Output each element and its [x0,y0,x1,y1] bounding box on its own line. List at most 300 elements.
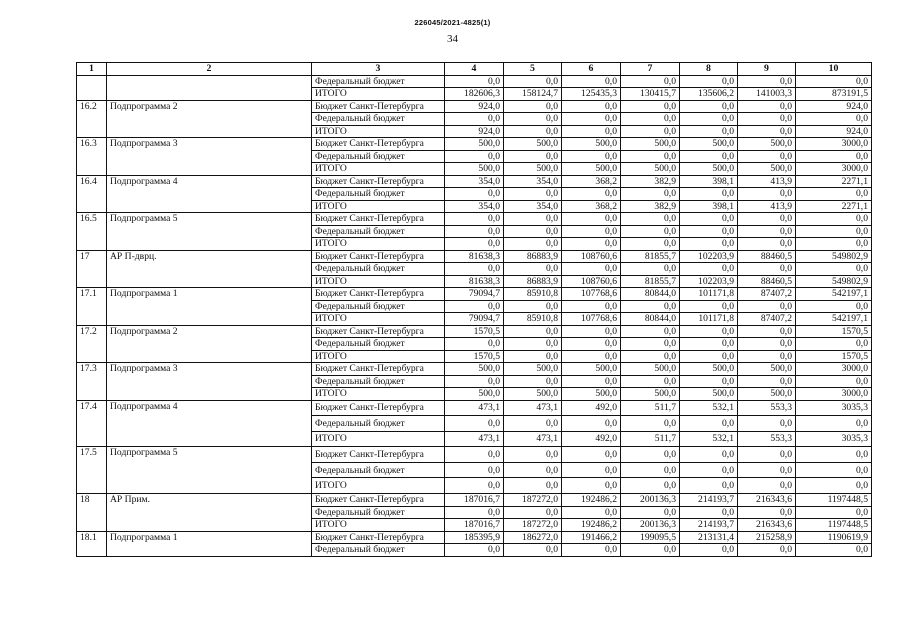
column-header: 4 [445,63,504,76]
year-value: 0,0 [680,125,738,138]
year-value: 0,0 [680,150,738,163]
funding-source: ИТОГО [312,125,445,138]
column-header: 2 [107,63,312,76]
year-value: 0,0 [621,125,680,138]
year-value: 80844,0 [621,313,680,326]
year-value: 500,0 [562,163,621,176]
year-value: 492,0 [562,431,621,447]
year-value: 0,0 [680,478,738,494]
year-value: 413,9 [738,175,796,188]
total-value: 0,0 [796,213,872,226]
year-value: 500,0 [621,163,680,176]
item-name: Подпрограмма 4 [107,175,312,213]
year-value: 0,0 [680,188,738,201]
year-value: 0,0 [445,263,504,276]
year-value: 553,3 [738,400,796,416]
year-value: 0,0 [504,263,562,276]
year-value: 0,0 [738,350,796,363]
total-value: 0,0 [796,238,872,251]
item-name: Подпрограмма 3 [107,138,312,176]
year-value: 101171,8 [680,288,738,301]
year-value: 0,0 [621,478,680,494]
item-code: 17.5 [77,447,107,494]
year-value: 215258,9 [738,531,796,544]
year-value: 0,0 [680,225,738,238]
year-value: 216343,6 [738,494,796,507]
funding-source: Федеральный бюджет [312,225,445,238]
year-value: 500,0 [445,163,504,176]
funding-source: Федеральный бюджет [312,506,445,519]
column-header: 1 [77,63,107,76]
year-value: 0,0 [504,213,562,226]
table-row [77,75,872,88]
total-value: 549802,9 [796,250,872,263]
item-name: АР Прим. [107,494,312,532]
year-value: 86883,9 [504,275,562,288]
year-value: 0,0 [621,188,680,201]
year-value: 200136,3 [621,519,680,532]
year-value: 79094,7 [445,313,504,326]
year-value: 213131,4 [680,531,738,544]
year-value: 0,0 [680,100,738,113]
year-value: 0,0 [738,150,796,163]
column-header: 3 [312,63,445,76]
year-value: 500,0 [738,388,796,401]
year-value: 0,0 [504,506,562,519]
total-value: 873191,5 [796,88,872,101]
year-value: 0,0 [738,263,796,276]
year-value: 0,0 [738,544,796,557]
year-value: 500,0 [562,388,621,401]
year-value: 0,0 [504,238,562,251]
year-value: 85910,8 [504,288,562,301]
year-value: 0,0 [621,225,680,238]
year-value: 500,0 [504,138,562,151]
item-name: Подпрограмма 5 [107,447,312,494]
year-value: 0,0 [445,213,504,226]
year-value: 0,0 [562,125,621,138]
year-value: 0,0 [738,416,796,432]
year-value: 0,0 [562,188,621,201]
year-value: 0,0 [680,75,738,88]
year-value: 532,1 [680,431,738,447]
year-value: 0,0 [621,416,680,432]
year-value: 187272,0 [504,494,562,507]
year-value: 187016,7 [445,494,504,507]
year-value: 382,9 [621,200,680,213]
year-value: 0,0 [738,478,796,494]
year-value: 0,0 [445,188,504,201]
year-value: 0,0 [562,75,621,88]
year-value: 214193,7 [680,519,738,532]
funding-source: Федеральный бюджет [312,113,445,126]
year-value: 101171,8 [680,313,738,326]
year-value: 0,0 [621,338,680,351]
table-body [77,75,872,556]
year-value: 0,0 [738,375,796,388]
total-value: 0,0 [796,338,872,351]
year-value: 473,1 [445,400,504,416]
column-header: 10 [796,63,872,76]
total-value: 1197448,5 [796,519,872,532]
year-value: 1570,5 [445,325,504,338]
year-value: 500,0 [504,163,562,176]
year-value: 0,0 [445,375,504,388]
total-value: 2271,1 [796,200,872,213]
item-name: Подпрограмма 2 [107,325,312,363]
year-value: 500,0 [621,388,680,401]
year-value: 532,1 [680,400,738,416]
year-value: 81855,7 [621,250,680,263]
funding-source: ИТОГО [312,238,445,251]
item-name: Подпрограмма 5 [107,213,312,251]
year-value: 191466,2 [562,531,621,544]
item-name: АР П-дврц. [107,250,312,288]
funding-source: Федеральный бюджет [312,462,445,478]
year-value: 0,0 [621,113,680,126]
year-value: 0,0 [562,544,621,557]
funding-source: ИТОГО [312,350,445,363]
year-value: 500,0 [738,138,796,151]
year-value: 0,0 [562,300,621,313]
item-code [77,75,107,100]
year-value: 0,0 [504,375,562,388]
total-value: 3000,0 [796,363,872,376]
year-value: 0,0 [562,447,621,463]
year-value: 0,0 [680,416,738,432]
column-header: 7 [621,63,680,76]
year-value: 192486,2 [562,494,621,507]
year-value: 85910,8 [504,313,562,326]
year-value: 186272,0 [504,531,562,544]
total-value: 1570,5 [796,325,872,338]
funding-source: ИТОГО [312,88,445,101]
year-value: 0,0 [621,150,680,163]
year-value: 88460,5 [738,275,796,288]
funding-source: ИТОГО [312,200,445,213]
year-value: 0,0 [445,462,504,478]
budget-table [76,62,872,557]
year-value: 382,9 [621,175,680,188]
funding-source: Федеральный бюджет [312,263,445,276]
table-row [77,138,872,151]
year-value: 0,0 [562,416,621,432]
year-value: 200136,3 [621,494,680,507]
total-value: 2271,1 [796,175,872,188]
year-value: 87407,2 [738,313,796,326]
year-value: 0,0 [738,213,796,226]
total-value: 0,0 [796,300,872,313]
year-value: 0,0 [738,300,796,313]
total-value: 1197448,5 [796,494,872,507]
year-value: 0,0 [504,447,562,463]
year-value: 500,0 [680,388,738,401]
year-value: 0,0 [680,544,738,557]
year-value: 511,7 [621,431,680,447]
year-value: 0,0 [562,225,621,238]
table-row [77,325,872,338]
year-value: 0,0 [621,213,680,226]
funding-source: Бюджет Санкт-Петербурга [312,138,445,151]
item-code: 17 [77,250,107,288]
document-id: 226045/2021-4825(1) [414,18,491,27]
year-value: 0,0 [621,544,680,557]
item-code: 16.2 [77,100,107,138]
year-value: 0,0 [562,263,621,276]
year-value: 187272,0 [504,519,562,532]
funding-source: Бюджет Санкт-Петербурга [312,447,445,463]
year-value: 0,0 [445,150,504,163]
funding-source: Бюджет Санкт-Петербурга [312,494,445,507]
year-value: 158124,7 [504,88,562,101]
year-value: 87407,2 [738,288,796,301]
year-value: 500,0 [738,163,796,176]
year-value: 108760,6 [562,275,621,288]
year-value: 0,0 [680,300,738,313]
table-header [77,63,872,76]
year-value: 0,0 [504,125,562,138]
funding-source: Бюджет Санкт-Петербурга [312,175,445,188]
year-value: 185395,9 [445,531,504,544]
year-value: 0,0 [445,478,504,494]
year-value: 0,0 [562,213,621,226]
funding-source: ИТОГО [312,313,445,326]
year-value: 1570,5 [445,350,504,363]
year-value: 500,0 [504,388,562,401]
year-value: 492,0 [562,400,621,416]
total-value: 0,0 [796,188,872,201]
item-code: 17.1 [77,288,107,326]
year-value: 0,0 [738,125,796,138]
year-value: 0,0 [680,447,738,463]
funding-source: Бюджет Санкт-Петербурга [312,400,445,416]
year-value: 500,0 [445,388,504,401]
year-value: 0,0 [621,375,680,388]
year-value: 0,0 [621,350,680,363]
item-code: 17.3 [77,363,107,401]
total-value: 0,0 [796,150,872,163]
year-value: 0,0 [504,325,562,338]
year-value: 0,0 [445,447,504,463]
year-value: 0,0 [445,75,504,88]
year-value: 0,0 [504,300,562,313]
year-value: 473,1 [504,431,562,447]
year-value: 108760,6 [562,250,621,263]
year-value: 102203,9 [680,250,738,263]
year-value: 0,0 [562,150,621,163]
column-header: 5 [504,63,562,76]
year-value: 0,0 [504,338,562,351]
year-value: 0,0 [621,238,680,251]
table-row [77,494,872,507]
total-value: 0,0 [796,544,872,557]
year-value: 354,0 [445,175,504,188]
item-code: 18 [77,494,107,532]
funding-source: Федеральный бюджет [312,544,445,557]
year-value: 216343,6 [738,519,796,532]
year-value: 500,0 [738,363,796,376]
year-value: 187016,7 [445,519,504,532]
year-value: 88460,5 [738,250,796,263]
year-value: 0,0 [738,462,796,478]
year-value: 0,0 [562,478,621,494]
year-value: 107768,6 [562,288,621,301]
funding-source: ИТОГО [312,163,445,176]
item-code: 16.5 [77,213,107,251]
year-value: 214193,7 [680,494,738,507]
total-value: 0,0 [796,506,872,519]
column-header: 6 [562,63,621,76]
year-value: 0,0 [504,416,562,432]
year-value: 0,0 [562,100,621,113]
year-value: 0,0 [680,213,738,226]
table-row [77,531,872,544]
year-value: 0,0 [738,506,796,519]
funding-source: Бюджет Санкт-Петербурга [312,325,445,338]
year-value: 0,0 [445,225,504,238]
year-value: 473,1 [504,400,562,416]
funding-source: Бюджет Санкт-Петербурга [312,531,445,544]
total-value: 924,0 [796,125,872,138]
year-value: 368,2 [562,175,621,188]
table-row [77,447,872,463]
total-value: 0,0 [796,478,872,494]
total-value: 3035,3 [796,400,872,416]
year-value: 0,0 [504,544,562,557]
page-number: 34 [447,33,458,45]
year-value: 81638,3 [445,250,504,263]
year-value: 0,0 [680,462,738,478]
header-row [77,63,872,76]
year-value: 0,0 [504,113,562,126]
year-value: 199095,5 [621,531,680,544]
year-value: 0,0 [680,338,738,351]
funding-source: Федеральный бюджет [312,375,445,388]
year-value: 500,0 [680,363,738,376]
total-value: 3000,0 [796,138,872,151]
item-name: Подпрограмма 2 [107,100,312,138]
item-name: Подпрограмма 1 [107,288,312,326]
total-value: 0,0 [796,462,872,478]
year-value: 141003,3 [738,88,796,101]
year-value: 0,0 [738,325,796,338]
year-value: 511,7 [621,400,680,416]
year-value: 0,0 [738,100,796,113]
year-value: 0,0 [621,100,680,113]
year-value: 0,0 [504,188,562,201]
year-value: 0,0 [562,113,621,126]
year-value: 0,0 [445,238,504,251]
funding-source: Бюджет Санкт-Петербурга [312,213,445,226]
year-value: 0,0 [621,300,680,313]
funding-source: Федеральный бюджет [312,150,445,163]
year-value: 0,0 [445,300,504,313]
year-value: 500,0 [504,363,562,376]
funding-source: ИТОГО [312,519,445,532]
total-value: 542197,1 [796,288,872,301]
year-value: 0,0 [738,75,796,88]
funding-source: Федеральный бюджет [312,416,445,432]
year-value: 0,0 [504,478,562,494]
funding-source: ИТОГО [312,275,445,288]
table-row [77,363,872,376]
item-code: 17.4 [77,400,107,447]
total-value: 924,0 [796,100,872,113]
table-row [77,100,872,113]
year-value: 0,0 [680,263,738,276]
year-value: 0,0 [445,338,504,351]
year-value: 0,0 [504,462,562,478]
year-value: 0,0 [621,263,680,276]
year-value: 0,0 [445,506,504,519]
year-value: 500,0 [621,363,680,376]
total-value: 0,0 [796,375,872,388]
year-value: 107768,6 [562,313,621,326]
year-value: 0,0 [445,416,504,432]
year-value: 368,2 [562,200,621,213]
funding-source: Федеральный бюджет [312,300,445,313]
column-header: 9 [738,63,796,76]
year-value: 500,0 [562,138,621,151]
year-value: 135606,2 [680,88,738,101]
year-value: 500,0 [680,138,738,151]
year-value: 81855,7 [621,275,680,288]
year-value: 500,0 [680,163,738,176]
year-value: 0,0 [562,462,621,478]
funding-source: ИТОГО [312,431,445,447]
year-value: 0,0 [738,113,796,126]
year-value: 500,0 [445,363,504,376]
page-header [0,18,905,45]
year-value: 0,0 [504,150,562,163]
total-value: 0,0 [796,113,872,126]
item-name [107,75,312,100]
year-value: 0,0 [562,506,621,519]
total-value: 0,0 [796,75,872,88]
funding-source: Федеральный бюджет [312,338,445,351]
item-name: Подпрограмма 4 [107,400,312,447]
total-value: 3000,0 [796,163,872,176]
year-value: 354,0 [504,200,562,213]
item-name: Подпрограмма 3 [107,363,312,401]
year-value: 192486,2 [562,519,621,532]
year-value: 473,1 [445,431,504,447]
year-value: 80844,0 [621,288,680,301]
total-value: 0,0 [796,225,872,238]
year-value: 0,0 [504,75,562,88]
item-code: 18.1 [77,531,107,556]
year-value: 0,0 [738,238,796,251]
year-value: 0,0 [562,325,621,338]
year-value: 130415,7 [621,88,680,101]
year-value: 553,3 [738,431,796,447]
total-value: 1190619,9 [796,531,872,544]
year-value: 0,0 [680,350,738,363]
funding-source: ИТОГО [312,478,445,494]
year-value: 182606,3 [445,88,504,101]
year-value: 79094,7 [445,288,504,301]
year-value: 0,0 [738,338,796,351]
year-value: 0,0 [680,238,738,251]
year-value: 0,0 [562,375,621,388]
year-value: 500,0 [562,363,621,376]
total-value: 542197,1 [796,313,872,326]
year-value: 0,0 [738,225,796,238]
table-row [77,213,872,226]
year-value: 500,0 [445,138,504,151]
item-code: 16.4 [77,175,107,213]
total-value: 0,0 [796,416,872,432]
